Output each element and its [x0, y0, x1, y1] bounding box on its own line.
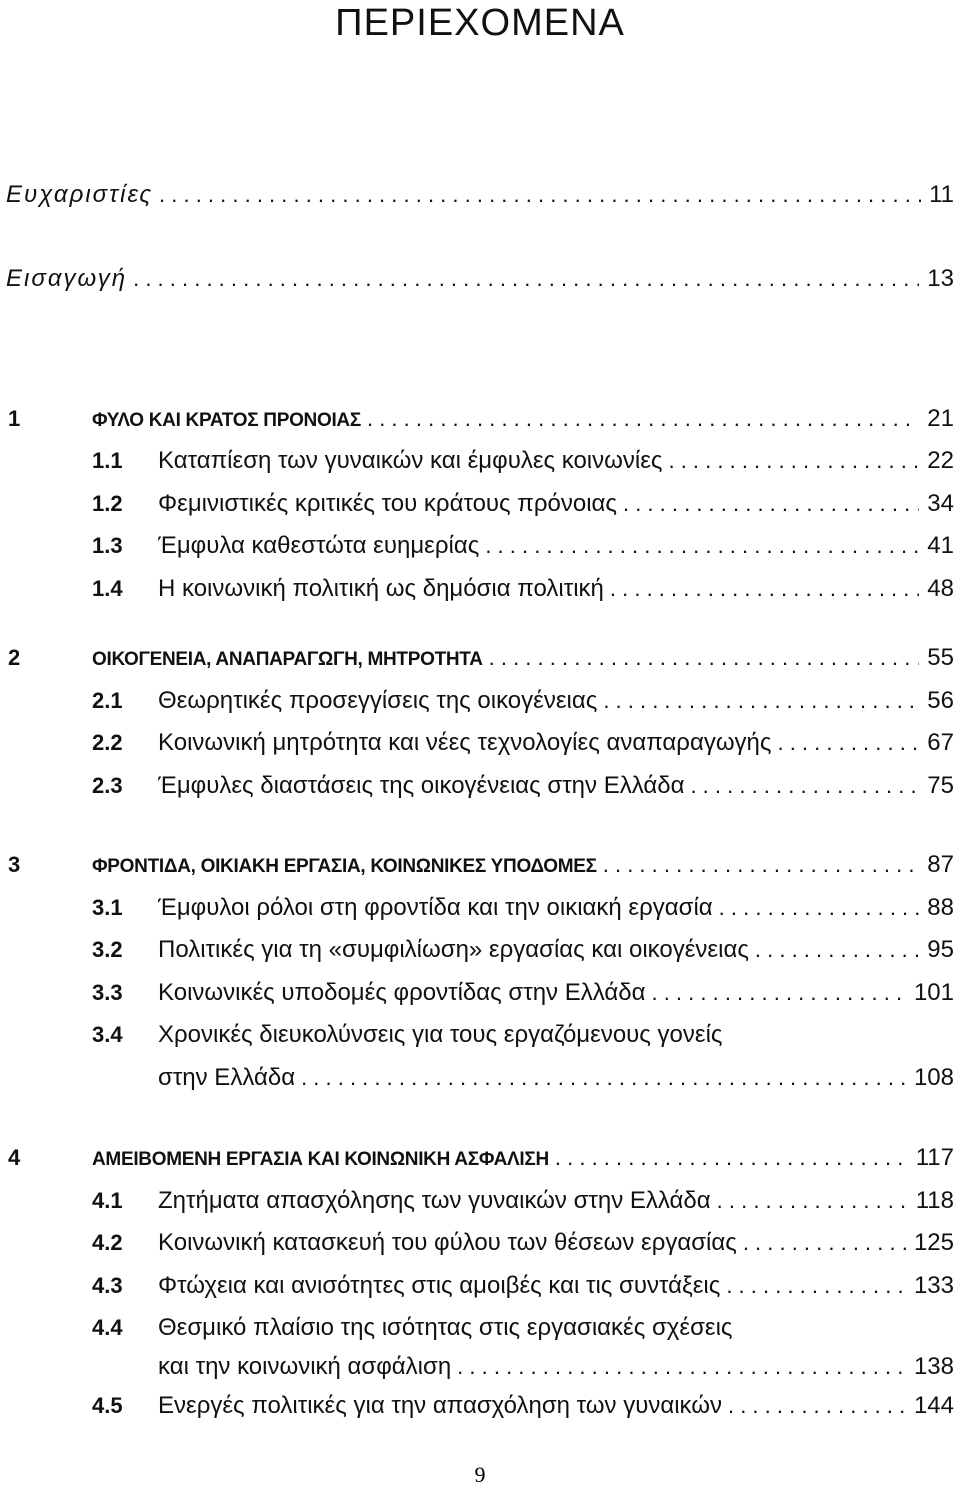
section-title: Έμφυλα καθεστώτα ευημερίας: [158, 532, 480, 559]
leader-dots: [555, 1141, 908, 1175]
toc-page-number: 87: [927, 851, 954, 878]
toc-page-number: 41: [927, 532, 954, 559]
toc-page-number: 133: [913, 1272, 954, 1299]
toc-section[interactable]: [0, 1269, 960, 1303]
chapter-title: ΦΥΛΟ ΚΑΙ ΚΡΑΤΟΣ ΠΡΟΝΟΙΑΣ: [92, 410, 361, 431]
toc-chapter[interactable]: [0, 402, 960, 436]
section-title: Θεωρητικές προσεγγίσεις της οικογένειας: [158, 687, 598, 714]
section-title: Καταπίεση των γυναικών και έμφυλες κοινωνίες: [158, 447, 663, 474]
section-title: Έμφυλοι ρόλοι στη φροντίδα και την οικιακή εργασία: [158, 894, 713, 921]
toc-section[interactable]: [0, 976, 960, 1010]
toc-section[interactable]: [0, 933, 960, 967]
chapter-number: 2: [8, 645, 21, 670]
leader-dots: [651, 976, 905, 1010]
toc-page-number: 67: [927, 729, 954, 756]
toc-section[interactable]: [0, 769, 960, 803]
toc-chapter[interactable]: [0, 641, 960, 675]
section-title: Ενεργές πολιτικές για την απασχόληση των γυναικών: [158, 1392, 722, 1419]
toc-section[interactable]: [0, 487, 960, 521]
leader-dots: [755, 933, 919, 967]
leader-dots: [485, 529, 919, 563]
leader-dots: [717, 1184, 908, 1218]
section-title: Έμφυλες διαστάσεις της οικογένειας στην Ελλάδα: [158, 772, 685, 799]
toc-section[interactable]: [0, 529, 960, 563]
section-number: 4.1: [92, 1188, 123, 1213]
toc-section[interactable]: [0, 1184, 960, 1218]
leader-dots: [719, 891, 920, 925]
leader-dots: [668, 444, 919, 478]
toc-entry-introduction[interactable]: [0, 262, 960, 296]
toc-entry-text: Εισαγωγή: [6, 265, 128, 292]
section-number: 1.1: [92, 448, 123, 473]
toc-page-number: 13: [927, 265, 954, 292]
toc-section[interactable]: [0, 572, 960, 606]
toc-entry-acknowledgements[interactable]: [0, 178, 960, 212]
leader-dots: [367, 402, 919, 436]
toc-section[interactable]: [0, 684, 960, 718]
toc-section[interactable]: [0, 1018, 960, 1052]
section-title: Ζητήματα απασχόλησης των γυναικών στην Ελλάδα: [158, 1187, 711, 1214]
toc-chapter[interactable]: [0, 1141, 960, 1175]
section-title: Φεμινιστικές κριτικές του κράτους πρόνοιας: [158, 490, 617, 517]
leader-dots: [743, 1226, 906, 1260]
leader-dots: [133, 262, 919, 296]
leader-dots: [301, 1061, 906, 1095]
toc-section-continuation[interactable]: [0, 1061, 960, 1095]
toc-page-number: 138: [913, 1353, 954, 1380]
section-number: 2.2: [92, 730, 123, 755]
page-title: ΠΕΡΙΕΧΟΜΕΝΑ: [335, 2, 625, 44]
chapter-number: 3: [8, 852, 21, 877]
section-number: 1.4: [92, 576, 123, 601]
toc-section[interactable]: [0, 726, 960, 760]
leader-dots: [603, 848, 920, 882]
toc-section-continuation[interactable]: [0, 1350, 960, 1384]
leader-dots: [610, 572, 919, 606]
toc-page-number: 11: [929, 181, 954, 208]
section-title: Χρονικές διευκολύνσεις για τους εργαζόμενους γονείς: [158, 1021, 723, 1048]
section-number: 1.2: [92, 491, 123, 516]
leader-dots: [690, 769, 919, 803]
leader-dots: [623, 487, 919, 521]
footer-page-number: 9: [474, 1462, 486, 1487]
toc-page-number: 117: [915, 1144, 954, 1171]
toc-section[interactable]: [0, 1389, 960, 1423]
section-number: 4.2: [92, 1230, 123, 1255]
section-title: Κοινωνικές υποδομές φροντίδας στην Ελλάδα: [158, 979, 646, 1006]
toc-section[interactable]: [0, 444, 960, 478]
section-number: 4.4: [92, 1315, 123, 1340]
toc-page-number: 144: [913, 1392, 954, 1419]
chapter-title: ΑΜΕΙΒΟΜΕΝΗ ΕΡΓΑΣΙΑ ΚΑΙ ΚΟΙΝΩΝΙΚΗ ΑΣΦΑΛΙΣΗ: [92, 1149, 549, 1170]
section-title: Φτώχεια και ανισότητες στις αμοιβές και τις συντάξεις: [158, 1272, 721, 1299]
section-number: 3.1: [92, 895, 123, 920]
section-number: 2.1: [92, 688, 123, 713]
chapter-number: 4: [8, 1145, 21, 1170]
section-title: Κοινωνική μητρότητα και νέες τεχνολογίες αναπαραγωγής: [158, 729, 772, 756]
toc-page-number: 22: [927, 447, 954, 474]
leader-dots: [457, 1350, 906, 1384]
toc-page-number: 55: [927, 644, 954, 671]
section-number: 1.3: [92, 533, 123, 558]
section-number: 3.3: [92, 980, 123, 1005]
chapter-title: ΟΙΚΟΓΕΝΕΙΑ, ΑΝΑΠΑΡΑΓΩΓΗ, ΜΗΤΡΟΤΗΤΑ: [92, 649, 483, 670]
toc-section[interactable]: [0, 891, 960, 925]
section-title: Πολιτικές για τη «συμφιλίωση» εργασίας και οικογένειας: [158, 936, 749, 963]
section-title-continued: και την κοινωνική ασφάλιση: [158, 1353, 452, 1380]
toc-page-number: 21: [927, 405, 954, 432]
section-title: Η κοινωνική πολιτική ως δημόσια πολιτική: [158, 575, 604, 602]
leader-dots: [603, 684, 919, 718]
section-title: Θεσμικό πλαίσιο της ισότητας στις εργασιακές σχέσεις: [158, 1314, 733, 1341]
toc-page-number: 101: [913, 979, 954, 1006]
section-number: 4.3: [92, 1273, 123, 1298]
section-title-continued: στην Ελλάδα: [158, 1064, 296, 1091]
chapter-number: 1: [8, 406, 21, 431]
leader-dots: [726, 1269, 906, 1303]
toc-page-number: 56: [927, 687, 954, 714]
toc-page-number: 118: [915, 1187, 954, 1214]
toc-page-number: 108: [913, 1064, 954, 1091]
leader-dots: [728, 1389, 906, 1423]
toc-page-number: 75: [927, 772, 954, 799]
leader-dots: [777, 726, 919, 760]
section-number: 3.4: [92, 1022, 123, 1047]
chapter-title: ΦΡΟΝΤΙΔΑ, ΟΙΚΙΑΚΗ ΕΡΓΑΣΙΑ, ΚΟΙΝΩΝΙΚΕΣ ΥΠΟΔΟΜΕΣ: [92, 856, 597, 877]
section-number: 2.3: [92, 773, 123, 798]
toc-section[interactable]: [0, 1311, 960, 1345]
leader-dots: [159, 178, 921, 212]
toc-page-number: 88: [927, 894, 954, 921]
section-number: 3.2: [92, 937, 123, 962]
leader-dots: [489, 641, 920, 675]
toc-page-number: 125: [913, 1229, 954, 1256]
toc-chapter[interactable]: [0, 848, 960, 882]
toc-page-number: 95: [927, 936, 954, 963]
section-number: 4.5: [92, 1393, 123, 1418]
toc-section[interactable]: [0, 1226, 960, 1260]
section-title: Κοινωνική κατασκευή του φύλου των θέσεων εργασίας: [158, 1229, 737, 1256]
toc-entry-text: Ευχαριστίες: [6, 181, 154, 208]
toc-page-number: 34: [927, 490, 954, 517]
toc-page-number: 48: [927, 575, 954, 602]
